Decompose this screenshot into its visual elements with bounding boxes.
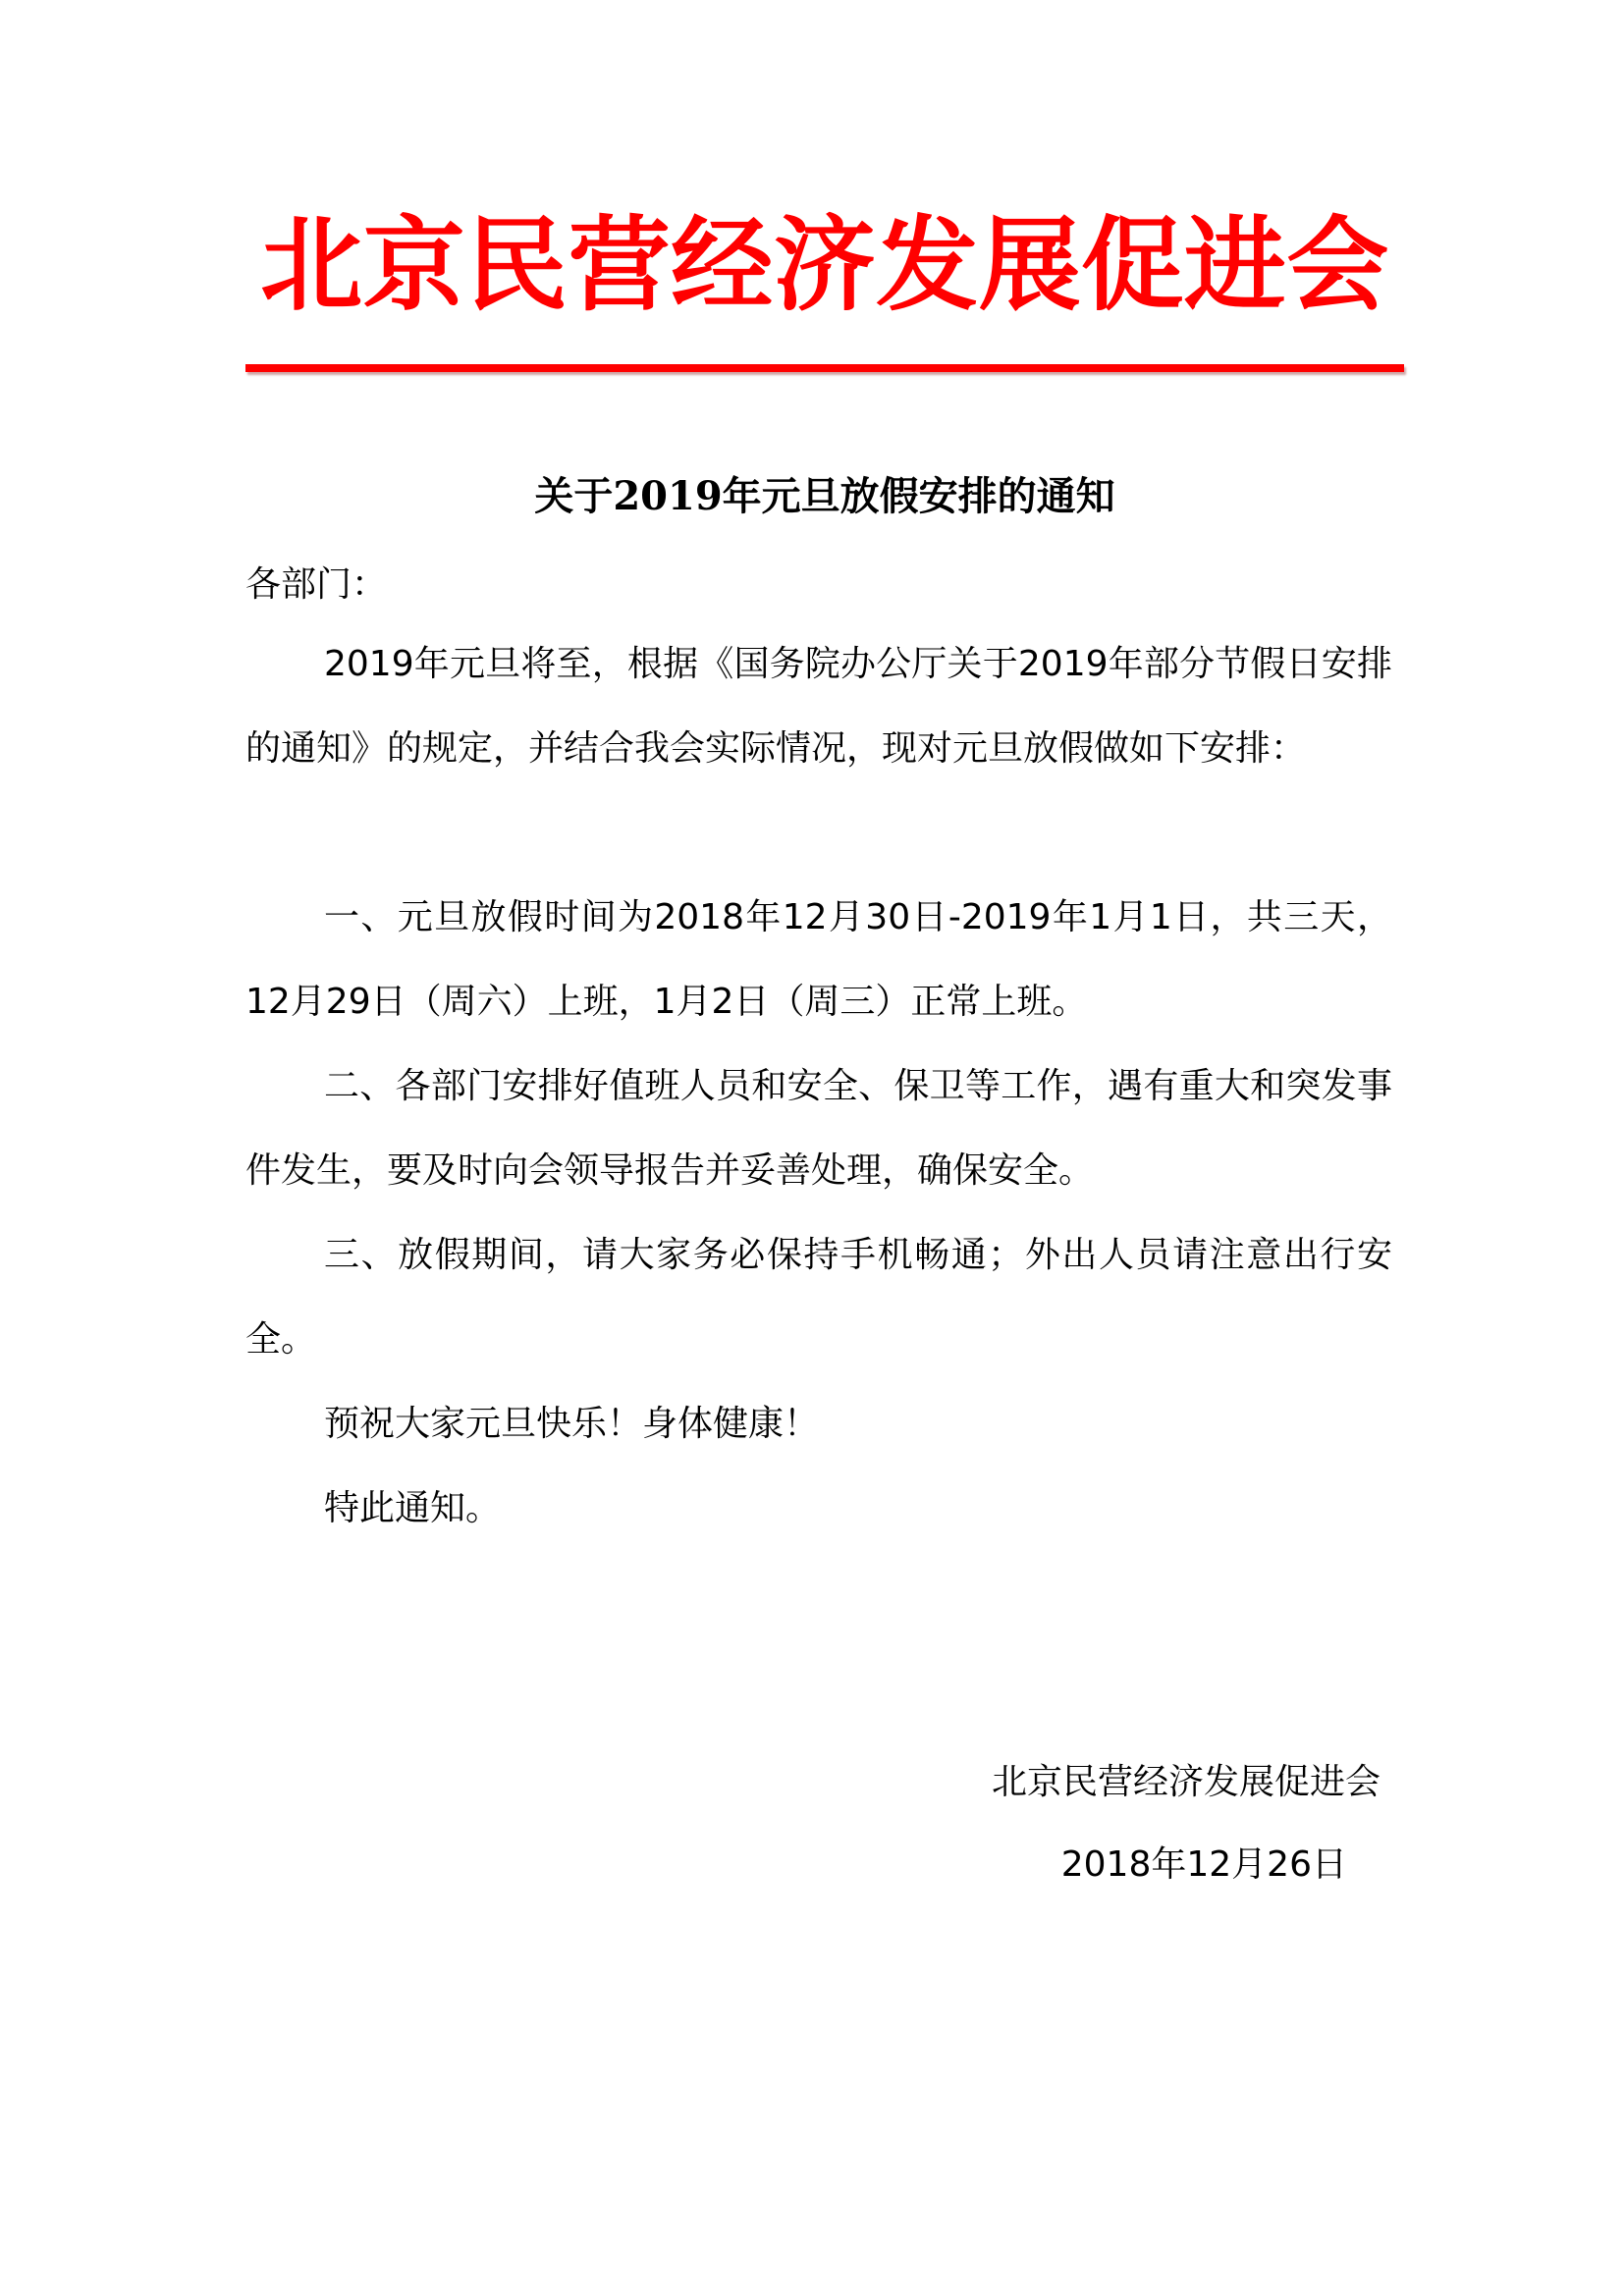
body-paragraph-intro: 2019年元旦将至，根据《国务院办公厅关于2019年部分节假日安排的通知》的规定，并结合我会实际情况，现对元旦放假做如下安排：: [245, 644, 1392, 769]
body-paragraph-closing: 特此通知。: [324, 1488, 502, 1528]
letterhead-red-rule: [245, 364, 1404, 372]
notice-title: 关于2019年元旦放假安排的通知: [534, 473, 1115, 519]
body-paragraph-item-1: 一、元旦放假时间为2018年12月30日-2019年1月1日，共三天，12月29日（周六）上班，1月2日（周三）正常上班。: [245, 897, 1392, 1022]
letterhead-title: 北京民营经济发展促进会: [260, 204, 1389, 325]
body-paragraph-item-2: 二、各部门安排好值班人员和安全、保卫等工作，遇有重大和突发事件发生，要及时向会领导报告并妥善处理，确保安全。: [245, 1066, 1392, 1191]
body-paragraph-item-3: 三、放假期间，请大家务必保持手机畅通；外出人员请注意出行安全。: [245, 1235, 1392, 1360]
salutation: 各部门：: [245, 564, 388, 605]
body-paragraph-wishes: 预祝大家元旦快乐！身体健康！: [324, 1404, 820, 1444]
signature-date: 2018年12月26日: [1060, 1844, 1347, 1885]
signature-organization: 北京民营经济发展促进会: [991, 1762, 1380, 1802]
